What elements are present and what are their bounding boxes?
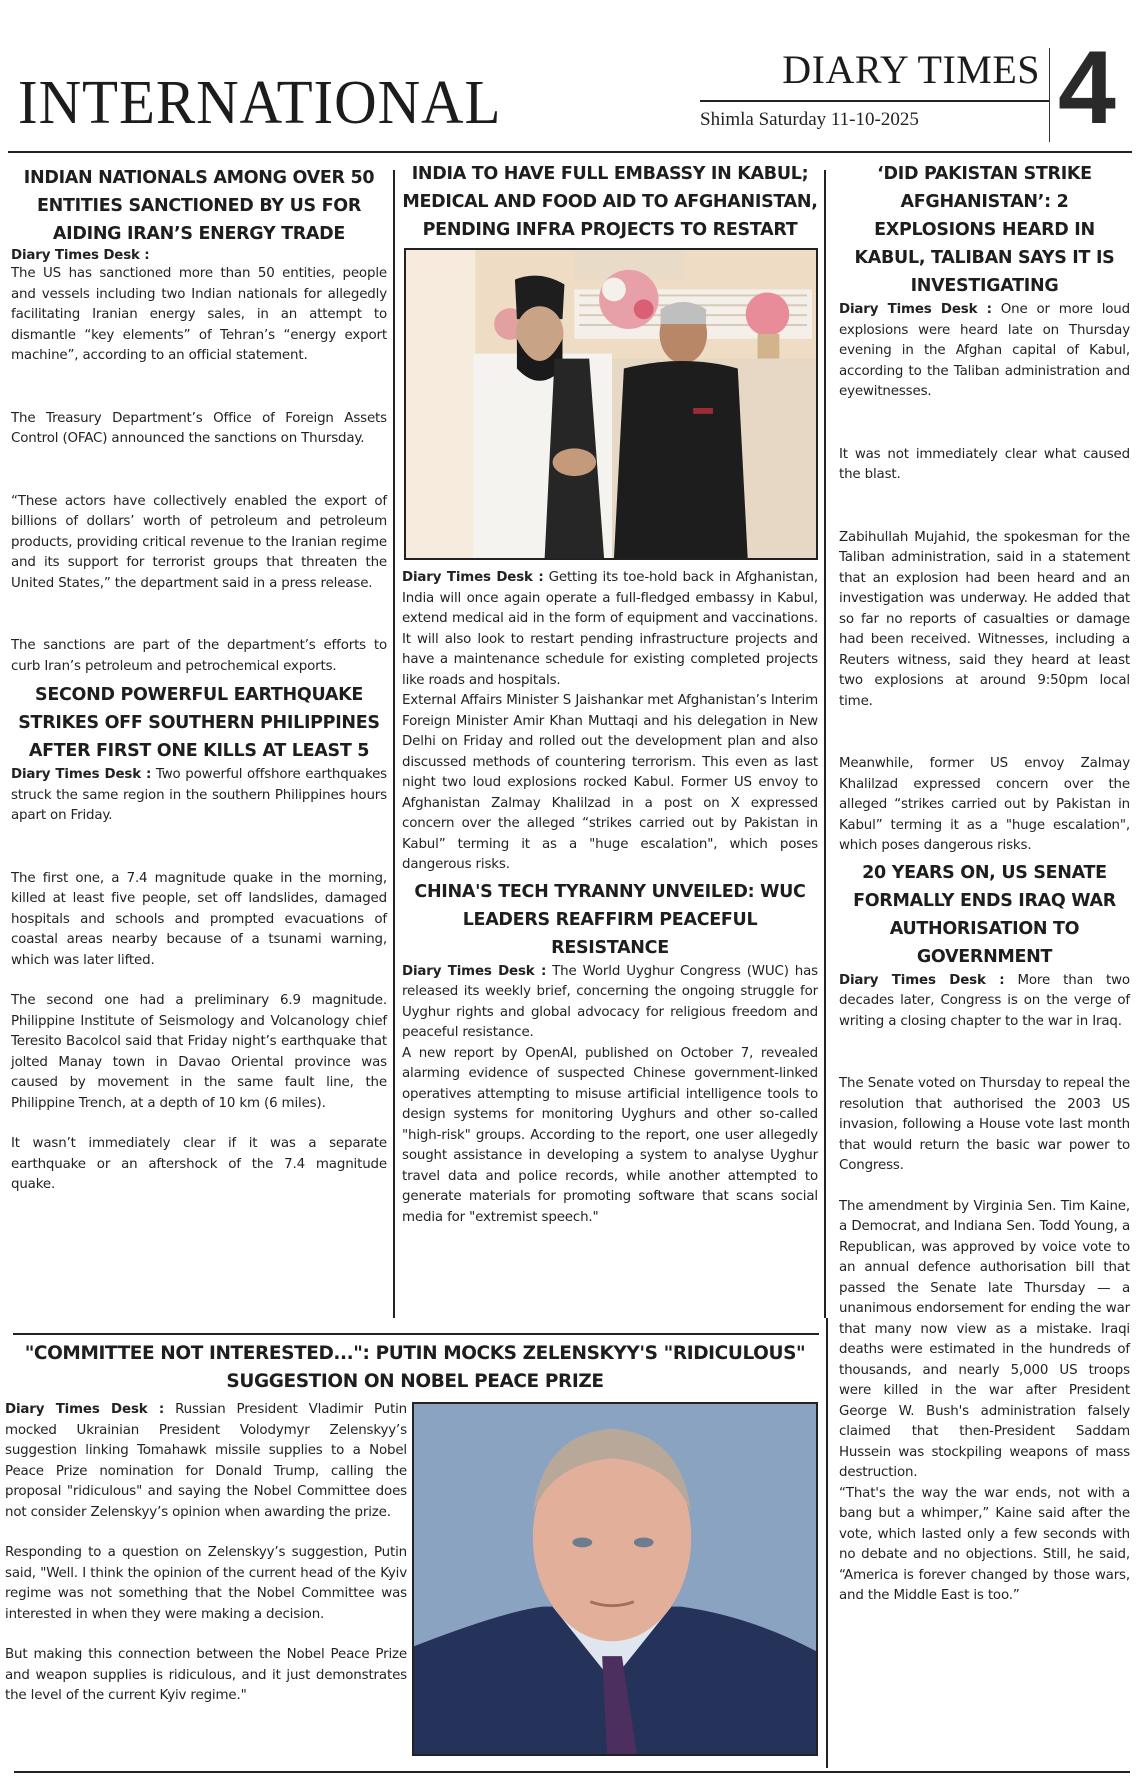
headline-iraq[interactable]: 20 YEARS ON, US SENATE FORMALLY ENDS IRAQ WAR AUTHORISATION TO GOVERNMENT — [853, 862, 1116, 967]
lead-paragraph — [839, 300, 1130, 403]
lead-text: Getting its toe-hold back in Afghanistan, India will once again operate a full-fledged embassy in Kabul, extend medical aid in the form of equipment and vaccinations. It will also look to restart pending infrastructure projects and have a maintenance schedule for existing completed projects like roads and hospitals. — [402, 570, 818, 688]
paragraph: A new report by OpenAI, published on October 7, revealed alarming evidence of suspected Chinese government-linked operatives attempting to misuse artificial intelligence tools to design systems for monitoring Uyghurs and other so-called "high-risk" groups. According to the report, one user allegedly sought assistance in developing a system to analyse Uyghur travel data and police records, while another attempted to generate materials for promoting software that scans social media for "extremist speech." — [402, 1045, 818, 1225]
paragraph: But making this connection between the Nobel Peace Prize and weapon supplies is ridiculous, and it just demonstrates the level of the current Kyiv regime." — [5, 1647, 407, 1703]
article-sanctions — [11, 164, 387, 677]
paragraph: The amendment by Virginia Sen. Tim Kaine, a Democrat, and Indiana Sen. Todd Young, a Republican, was approved by voice vote to an annual defence authorisation bill that passed the Senate late Thursday — a unanimous endorsement for ending the war that many now view as a mistake. Iraqi deaths were estimated in the hundreds of thousands, and nearly 5,000 US troops were killed in the war after President George W. Bush's administration falsely claimed that then-President Saddam Hussein was stockpiling weapons of mass destruction. — [839, 1198, 1130, 1480]
article-pakistan — [839, 160, 1130, 857]
byline: Diary Times Desk : — [11, 767, 152, 782]
headline-pakistan[interactable]: ‘DID PAKISTAN STRIKE AFGHANISTAN’: 2 EXPLOSIONS HEARD IN KABUL, TALIBAN SAYS IT IS INVESTIGATING — [854, 164, 1115, 296]
right-column — [839, 160, 1130, 1607]
paper-name: DIARY TIMES — [782, 47, 1040, 92]
paragraph: Meanwhile, former US envoy Zalmay Khalilzad expressed concern over the alleged “strikes carried out by Pakistan in Kabul” terming it as a "huge escalation", which poses dangerous risks. — [839, 756, 1130, 853]
putin-article-body — [5, 1400, 407, 1707]
paragraph: “That's the way the war ends, not with a bang but a whimper,” Kaine said after the vote, which lasted only a few seconds with no debate and no objections. Still, he said, “America is forever changed by those wars, and the Middle East is too.” — [839, 1485, 1130, 1603]
headline-sanctions[interactable]: INDIAN NATIONALS AMONG OVER 50 ENTITIES SANCTIONED BY US FOR AIDING IRAN’S ENERGY TRADE — [23, 168, 375, 244]
lead-text: Russian President Vladimir Putin mocked Ukrainian President Volodymyr Zelenskyy’s suggestion linking Tomahawk missile supplies to a Nobel Peace Prize nomination for Donald Trump, calling the proposal "ridiculous" and saying the Nobel Committee does not consider Zelenskyy’s opinion when awarding the prize. — [5, 1402, 407, 1520]
footer-rule — [14, 1771, 1130, 1773]
paragraph: Zabihullah Mujahid, the spokesman for the Taliban administration, said in a statement that an explosion had been heard and an investigation was underway. He added that so far no reports of casualties or damage had been received. Witnesses, including a Reuters witness, said they heard at least two explosions at around 9:50pm local time. — [839, 529, 1130, 709]
article-iraq — [839, 859, 1130, 1607]
article-wuc — [402, 878, 818, 1229]
column-divider-right — [824, 170, 826, 1318]
column-divider-left — [393, 170, 395, 1318]
headline-embassy[interactable]: INDIA TO HAVE FULL EMBASSY IN KABUL; MEDICAL AND FOOD AID TO AFGHANISTAN, PENDING INFRA PROJECTS TO RESTART — [402, 164, 818, 240]
dateline: Shimla Saturday 11-10-2025 — [700, 109, 919, 130]
paragraph: External Affairs Minister S Jaishankar met Afghanistan’s Interim Foreign Minister Amir Khan Muttaqi and his delegation in New Delhi on Friday and rolled out the development plan and also discussed methods of countering terrorism. This even as last night two loud explosions rocked Kabul. Former US envoy to Afghanistan Zalmay Khalilzad in a post on X expressed concern over the alleged “strikes carried out by Pakistan in Kabul” terming it as a "huge escalation", which poses dangerous risks. — [402, 693, 818, 872]
photo-putin — [412, 1402, 818, 1756]
paragraph: The sanctions are part of the department’s efforts to curb Iran’s petroleum and petrochemical exports. — [11, 638, 387, 674]
paragraph: The second one had a preliminary 6.9 magnitude. Philippine Institute of Seismology and Volcanology chief Teresito Bacolcol said that Friday night’s earthquake that jolted Manay town in Davao Oriental province was caused by movement in the same fault line, the Philippine Trench, at a depth of 10 km (6 miles). — [11, 993, 387, 1111]
section-title: INTERNATIONAL — [18, 69, 502, 137]
masthead-rule — [700, 100, 1050, 102]
lead-text: One or more loud explosions were heard late on Thursday evening in the Afghan capital of Kabul, according to the Taliban administration and eyewitnesses. — [839, 302, 1130, 399]
paragraph: It wasn’t immediately clear if it was a separate earthquake or an aftershock of the 7.4 magnitude quake. — [11, 1136, 387, 1192]
paragraph: The Senate voted on Thursday to repeal the resolution that authorised the 2003 US invasion, following a House vote last month that would return the basic war power to Congress. — [839, 1076, 1130, 1173]
headline-putin[interactable]: "COMMITTEE NOT INTERESTED...": PUTIN MOCKS ZELENSKYY'S "RIDICULOUS" SUGGESTION ON NOBEL PEACE PRIZE — [24, 1343, 806, 1392]
lead-paragraph — [5, 1400, 407, 1523]
byline: Diary Times Desk : — [5, 1402, 165, 1417]
paragraph: The US has sanctioned more than 50 entities, people and vessels including two Indian nationals for allegedly facilitating Iranian energy sales, in an attempt to dismantle “key elements” of Tehran’s “energy export machine”, according to an official statement. — [11, 266, 387, 363]
lead-text: More than two decades later, Congress is on the verge of writing a closing chapter to the war in Iraq. — [839, 972, 1130, 1029]
paragraph: Responding to a question on Zelenskyy’s suggestion, Putin said, "Well. I think the opinion of the current head of the Kyiv regime was not something that the Nobel Committee was interested in when they were making a decision. — [5, 1545, 407, 1622]
paragraph: The first one, a 7.4 magnitude quake in the morning, killed at least five people, set off landslides, damaged hospitals and schools and prompted evacuations of coastal areas nearby because of a tsunami warning, which was later lifted. — [11, 870, 387, 968]
article-embassy — [402, 160, 818, 876]
lead-paragraph — [839, 971, 1130, 1033]
top-rule — [8, 151, 1132, 153]
lead-text: Two powerful offshore earthquakes struck the same region in the southern Philippines hours apart on Friday. — [11, 767, 387, 823]
headline-earthquake[interactable]: SECOND POWERFUL EARTHQUAKE STRIKES OFF SOUTHERN PHILIPPINES AFTER FIRST ONE KILLS AT LEAST 5 — [18, 685, 380, 761]
lead-paragraph — [402, 962, 818, 1044]
left-column — [11, 160, 387, 1196]
putin-photo-illustration — [414, 1404, 816, 1754]
lead-paragraph — [11, 765, 387, 827]
page-number: 4 — [1058, 30, 1116, 146]
lead-paragraph — [402, 568, 818, 691]
byline: Diary Times Desk : — [402, 570, 544, 585]
paragraph: It was not immediately clear what caused the blast. — [839, 446, 1130, 482]
section-rule — [13, 1333, 819, 1335]
byline: Diary Times Desk : — [839, 972, 1005, 988]
lead-text: The World Uyghur Congress (WUC) has released its weekly brief, concerning the ongoing struggle for Uyghur rights and global advocacy for religious freedom and peaceful resistance. — [402, 963, 818, 1040]
byline: Diary Times Desk : — [402, 963, 547, 979]
masthead-divider — [1049, 48, 1050, 142]
headline-wuc[interactable]: CHINA'S TECH TYRANNY UNVEILED: WUC LEADERS REAFFIRM PEACEFUL RESISTANCE — [414, 881, 806, 958]
byline: Diary Times Desk : — [839, 302, 992, 317]
paragraph: “These actors have collectively enabled the export of billions of dollars’ worth of petroleum and petroleum products, providing critical revenue to the Iranian regime and its support for terrorist groups that threaten the United States,” the department said in a press release. — [11, 493, 387, 591]
handshake-photo-illustration — [406, 250, 816, 558]
paragraph: The Treasury Department’s Office of Foreign Assets Control (OFAC) announced the sanctions on Thursday. — [11, 410, 387, 446]
middle-column — [402, 160, 818, 1228]
photo-kabul-handshake — [404, 248, 818, 560]
byline: Diary Times Desk : — [11, 248, 150, 263]
article-earthquake — [11, 681, 387, 1196]
